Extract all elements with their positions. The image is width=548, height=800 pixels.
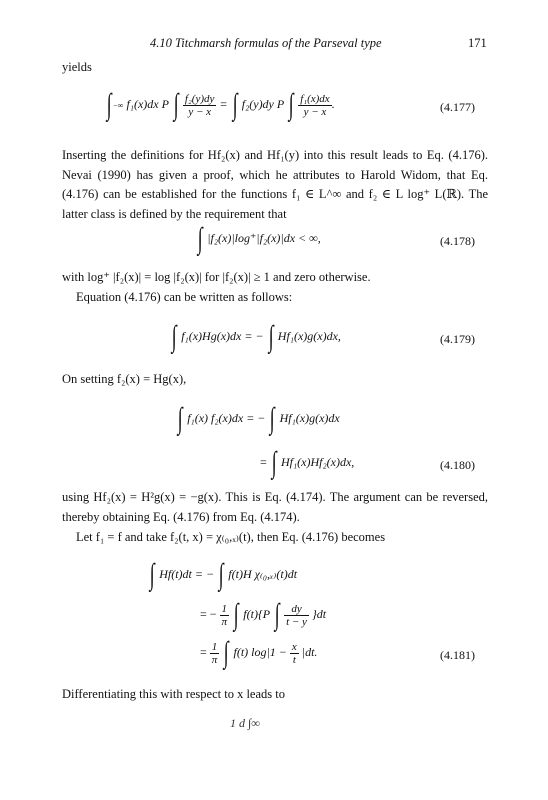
paragraph-yields: yields xyxy=(62,60,92,74)
equation-4-178: ∫ |f₂(x)|log⁺|f₂(x)|dx < ∞, xyxy=(197,222,321,255)
header-title: 4.10 Titchmarsh formulas of the Parseval type xyxy=(150,36,382,50)
equation-number-4-180: (4.180) xyxy=(440,458,475,472)
paragraph-rewrite: Equation (4.176) can be written as follows: xyxy=(76,290,293,304)
equation-number-4-178: (4.178) xyxy=(440,234,475,248)
paragraph-nevai: Inserting the definitions for Hf₂(x) and Hf₁(y) into this result leads to Eq. (4.176). Nevai (1990) has given a proof, which he attributes to Harold Widom, that Eq. (4.176) can be established for the functions f₁ ∈ L^∞ and f₂ ∈ L log⁺ L(ℝ). The latter class is defined by the requirement that xyxy=(62,148,488,221)
equation-4-181-line-3: = $\frac{1}{\pi}$ ∫ f(t) log|1 − $\frac{x}{t}$ |dt. xyxy=(200,636,318,669)
paragraph-on-setting: On setting f₂(x) = Hg(x), xyxy=(62,372,187,386)
equation-4-179: ∫ f₁(x)Hg(x)dx = − ∫ Hf₁(x)g(x)dx, xyxy=(171,320,341,353)
equation-number-4-181: (4.181) xyxy=(440,648,475,662)
paragraph-using: using Hf₂(x) = H²g(x) = −g(x). This is Eq. (4.174). The argument can be reversed, thereby obtaining Eq. (4.176) from Eq. (4.174). xyxy=(62,490,488,524)
page-number: 171 xyxy=(468,36,487,50)
equation-4-181-line-2: = − $\frac{1}{\pi}$ ∫ f(t){P ∫ $\frac{dy}{t - y}$ }dt xyxy=(200,598,327,631)
integral-sign: ∫ xyxy=(197,222,203,255)
equation-4-181-line-1: ∫ Hf(t)dt = − ∫ f(t)H χ₍₀,ₓ₎(t)dt xyxy=(149,558,298,591)
eq177-lhs: f₁(x)dx P xyxy=(126,96,169,111)
equation-partial-cutoff: 1 d ∫∞ xyxy=(230,716,260,730)
eq177-fraction-1: $\frac{\text{f₂(y)dy}}{y - x}$ xyxy=(184,92,215,118)
integral-sign: ∫ xyxy=(106,88,112,121)
eq177-rhs: f₂(y)dy P xyxy=(241,96,284,111)
paragraph-log-plus: with log⁺ |f₂(x)| = log |f₂(x)| for |f₂(x)| ≥ 1 and zero otherwise. xyxy=(62,270,371,284)
equation-number-4-179: (4.179) xyxy=(440,332,475,346)
eq177-fraction-2: $\frac{\text{f₁(x)dx}}{y - x}$ xyxy=(300,92,330,118)
paragraph-differentiating: Differentiating this with respect to x leads to xyxy=(62,687,285,701)
equation-4-180-line-1: ∫ f₁(x) f₂(x)dx = − ∫ Hf₁(x)g(x)dx xyxy=(177,402,340,435)
equation-number-4-177: (4.177) xyxy=(440,100,475,114)
equation-4-177: ∫ −∞ f₁(x)dx P ∫ $\frac{\text{f₂(y)dy}}{y - x}$ = ∫ f₂(y)dy P ∫ $\frac{\text{f₁(x)dx}}{y - x}$ . xyxy=(106,88,335,121)
equation-4-180-line-2: = ∫ Hf₁(x)Hf₂(x)dx, xyxy=(260,446,355,479)
paragraph-let: Let f₁ = f and take f₂(t, x) = χ₍₀,ₓ₎(t), then Eq. (4.176) becomes xyxy=(76,530,386,544)
